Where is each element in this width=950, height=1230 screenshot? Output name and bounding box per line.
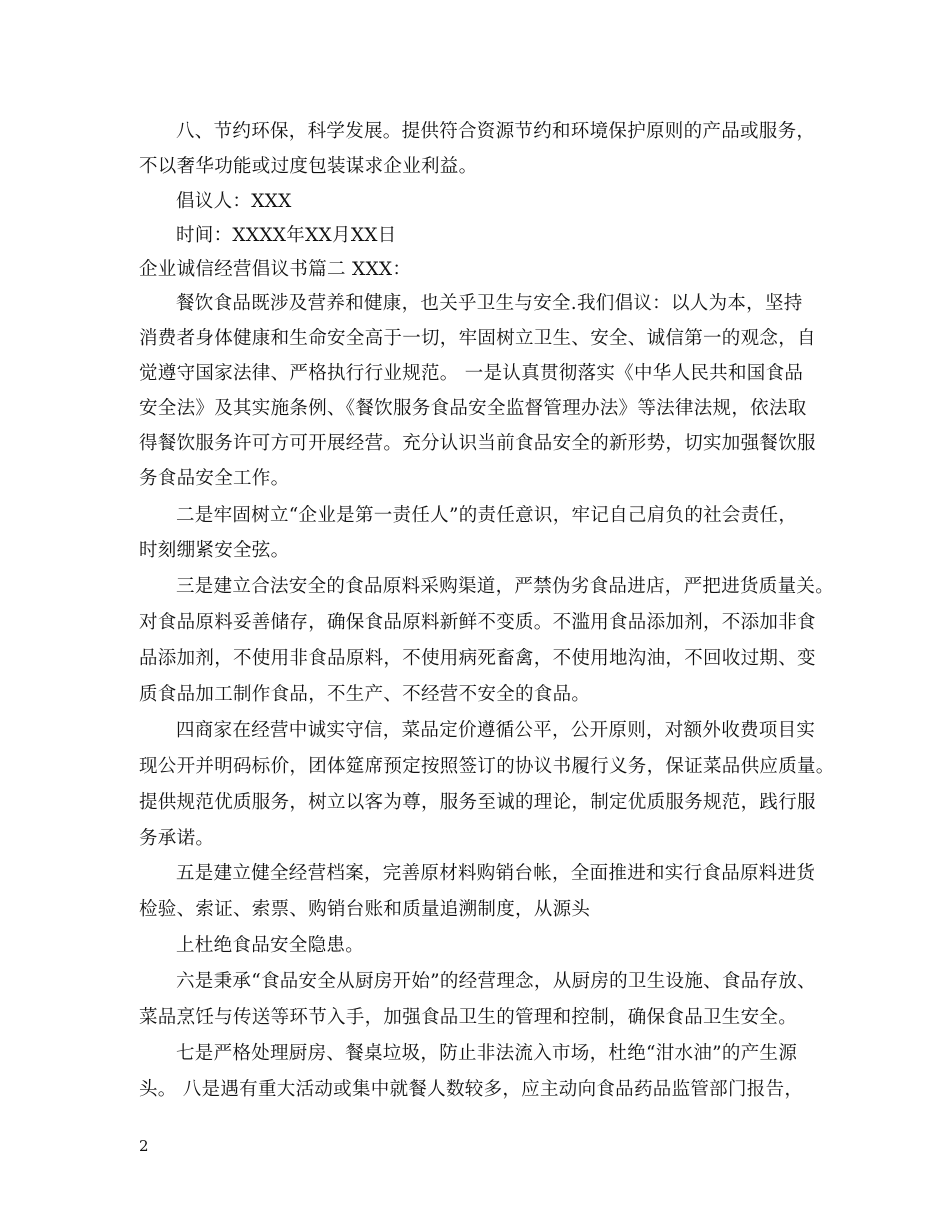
text-line: 七是严格处理厨房、餐桌垃圾，防止非法流入市场，杜绝“泔水油”的产生源 [176, 1043, 798, 1064]
text-line: 务承诺。 [139, 828, 215, 849]
text-line: 上杜绝食品安全隐患。 [176, 935, 365, 956]
text-line: 二是牢固树立“企业是第一责任人”的责任意识，牢记自己肩负的社会责任， [176, 505, 798, 526]
text-line: 倡议人：XXX [176, 191, 292, 212]
section-heading: 企业诚信经营倡议书篇二 XXX： [139, 259, 412, 280]
page-number: 2 [139, 1137, 149, 1155]
text-line: 菜品烹饪与传送等环节入手，加强食品卫生的管理和控制，确保食品卫生安全。 [139, 1007, 798, 1028]
text-line: 八、节约环保，科学发展。提供符合资源节约和环境保护原则的产品或服务， [176, 121, 816, 142]
text-line: 四商家在经营中诚实守信，菜品定价遵循公平，公开原则，对额外收费项目实 [176, 720, 816, 741]
text-line: 对食品原料妥善储存，确保食品原料新鲜不变质。不滥用食品添加剂，不添加非食 [139, 612, 816, 633]
text-line: 时刻绷紧安全弦。 [139, 540, 290, 561]
text-line: 检验、索证、索票、购销台账和质量追溯制度，从源头 [139, 899, 591, 920]
text-line: 餐饮食品既涉及营养和健康，也关乎卫生与安全.我们倡议：以人为本，坚持 [176, 293, 803, 314]
text-line: 三是建立合法安全的食品原料采购渠道，严禁伪劣食品进店，严把进货质量关。 [176, 576, 835, 597]
text-line: 提供规范优质服务，树立以客为尊，服务至诚的理论，制定优质服务规范，践行服 [139, 792, 816, 813]
text-line: 觉遵守国家法律、严格执行行业规范。 一是认真贯彻落实《中华人民共和国食品 [139, 363, 804, 384]
text-line: 现公开并明码标价，团体筵席预定按照签订的协议书履行义务，保证菜品供应质量。 [139, 756, 835, 777]
text-line: 六是秉承“食品安全从厨房开始”的经营理念，从厨房的卫生设施、食品存放、 [176, 971, 816, 992]
text-line: 时间：XXXX年XX月XX日 [176, 225, 397, 246]
text-line: 质食品加工制作食品，不生产、不经营不安全的食品。 [139, 684, 591, 705]
text-line: 消费者身体健康和生命安全高于一切，牢固树立卫生、安全、诚信第一的观念，自 [139, 328, 816, 349]
text-line: 得餐饮服务许可方可开展经营。充分认识当前食品安全的新形势，切实加强餐饮服 [139, 433, 816, 454]
text-line: 不以奢华功能或过度包装谋求企业利益。 [139, 156, 478, 177]
text-line: 头。 八是遇有重大活动或集中就餐人数较多，应主动向食品药品监管部门报告， [139, 1079, 804, 1100]
text-line: 品添加剂，不使用非食品原料，不使用病死畜禽，不使用地沟油，不回收过期、变 [139, 648, 816, 669]
text-line: 安全法》及其实施条例、《餐饮服务食品安全监督管理办法》等法律法规，依法取 [139, 398, 807, 419]
text-line: 务食品安全工作。 [139, 468, 290, 489]
text-line: 五是建立健全经营档案，完善原材料购销台帐，全面推进和实行食品原料进货 [176, 863, 816, 884]
